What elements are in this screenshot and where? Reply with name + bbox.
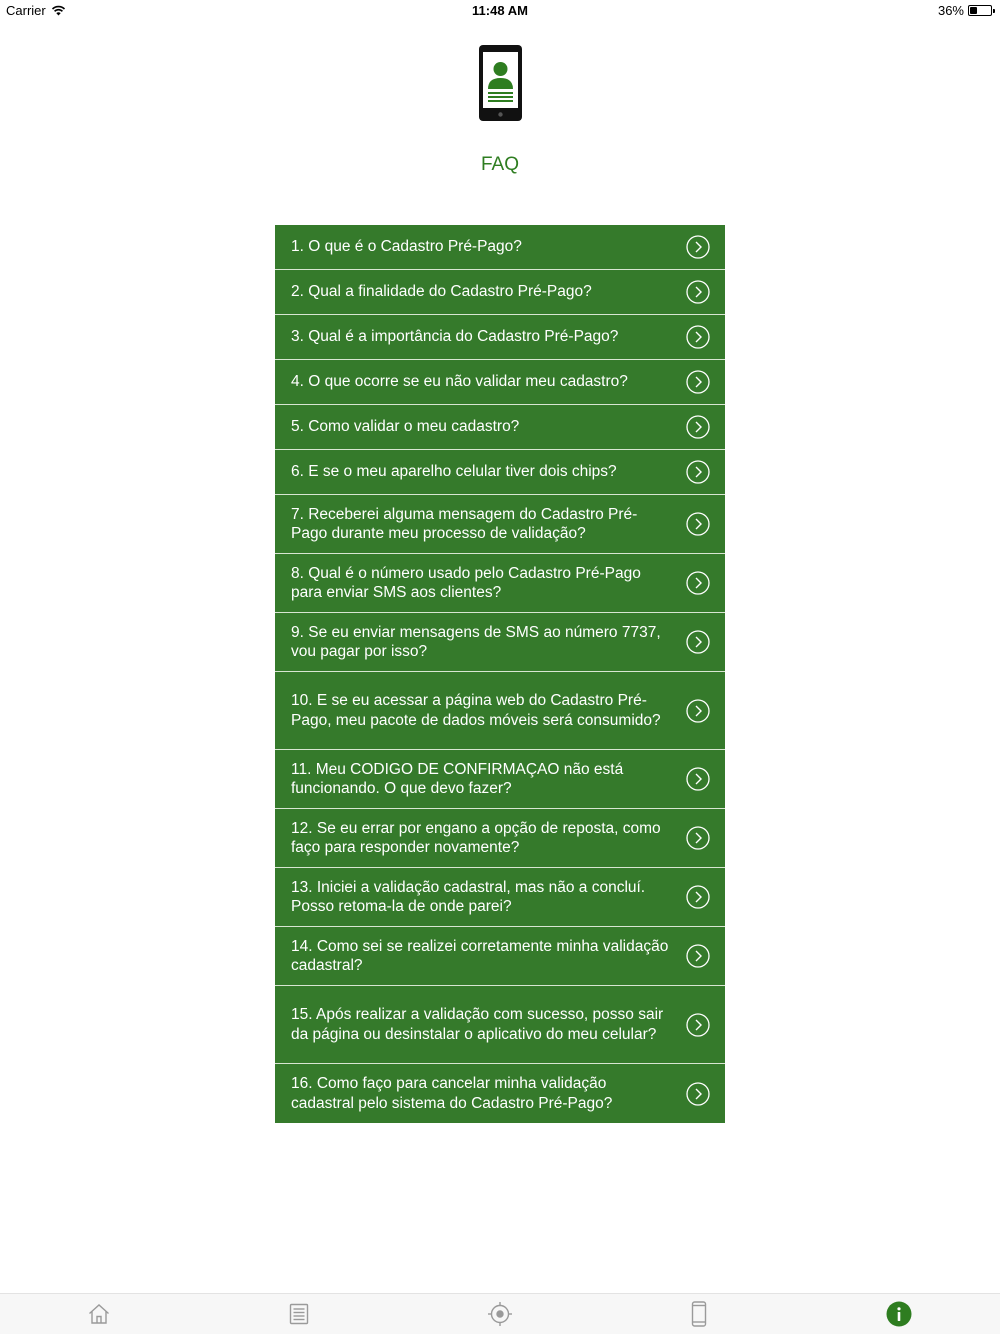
faq-question: 11. Meu CODIGO DE CONFIRMAÇAO não está funcionando. O que devo fazer? (291, 760, 624, 797)
chevron-circle-right-icon[interactable] (686, 325, 710, 349)
chevron-circle-right-icon[interactable] (686, 944, 710, 968)
tab-home[interactable] (86, 1301, 112, 1327)
faq-item[interactable] (275, 672, 725, 750)
chevron-circle-right-icon[interactable] (686, 767, 710, 791)
faq-item[interactable] (275, 225, 725, 270)
faq-question: 6. E se o meu aparelho celular tiver dois chips? (291, 463, 617, 481)
faq-question: 5. Como validar o meu cadastro? (291, 418, 520, 436)
tab-documents[interactable] (286, 1301, 312, 1327)
chevron-circle-right-icon[interactable] (686, 370, 710, 394)
status-time: 11:48 AM (472, 3, 528, 18)
faq-item[interactable] (275, 750, 725, 809)
chevron-circle-right-icon[interactable] (686, 630, 710, 654)
faq-item[interactable] (275, 1064, 725, 1123)
faq-item[interactable] (275, 270, 725, 315)
faq-question: 8. Qual é o número usado pelo Cadastro Pré-Pago para enviar SMS aos clientes? (291, 564, 641, 601)
faq-question: 7. Receberei alguma mensagem do Cadastro Pré-Pago durante meu processo de validação? (291, 505, 638, 542)
phone-user-icon (479, 45, 522, 121)
faq-item[interactable] (275, 360, 725, 405)
tab-info[interactable] (886, 1301, 912, 1327)
faq-item[interactable] (275, 613, 725, 672)
faq-question: 14. Como sei se realizei corretamente minha validação cadastral? (291, 937, 669, 974)
battery-percent: 36% (937, 3, 964, 18)
phone-icon (691, 1301, 707, 1327)
tab-device[interactable] (686, 1301, 712, 1327)
battery-icon (968, 5, 992, 16)
faq-item[interactable] (275, 868, 725, 927)
faq-question: 9. Se eu enviar mensagens de SMS ao número 7737, vou pagar por isso? (291, 623, 661, 660)
faq-question: 10. E se eu acessar a página web do Cadastro Pré-Pago, meu pacote de dados móveis será consumido? (291, 692, 661, 729)
faq-item[interactable] (275, 495, 725, 554)
faq-list (275, 225, 725, 1123)
document-icon (287, 1302, 311, 1326)
faq-item[interactable] (275, 405, 725, 450)
tab-bar (0, 1293, 1000, 1334)
info-icon (886, 1301, 912, 1327)
faq-question: 3. Qual é a importância do Cadastro Pré-Pago? (291, 328, 619, 346)
faq-item[interactable] (275, 927, 725, 986)
chevron-circle-right-icon[interactable] (686, 415, 710, 439)
chevron-circle-right-icon[interactable] (686, 1082, 710, 1106)
status-bar (0, 0, 1000, 22)
chevron-circle-right-icon[interactable] (686, 885, 710, 909)
faq-question: 16. Como faço para cancelar minha validação cadastral pelo sistema do Cadastro Pré-Pago? (291, 1075, 613, 1112)
chevron-circle-right-icon[interactable] (686, 512, 710, 536)
faq-question: 4. O que ocorre se eu não validar meu cadastro? (291, 373, 628, 391)
faq-item[interactable] (275, 315, 725, 360)
chevron-circle-right-icon[interactable] (686, 1013, 710, 1037)
tab-location[interactable] (487, 1301, 513, 1327)
chevron-circle-right-icon[interactable] (686, 826, 710, 850)
carrier-label: Carrier (6, 3, 46, 18)
page-title: FAQ (480, 154, 519, 175)
chevron-circle-right-icon[interactable] (686, 460, 710, 484)
faq-question: 15. Após realizar a validação com sucesso, posso sair da página ou desinstalar o aplicativo do meu celular? (291, 1006, 664, 1043)
faq-question: 1. O que é o Cadastro Pré-Pago? (291, 238, 522, 256)
chevron-circle-right-icon[interactable] (686, 280, 710, 304)
faq-item[interactable] (275, 450, 725, 495)
faq-question: 12. Se eu errar por engano a opção de reposta, como faço para responder novamente? (291, 819, 661, 856)
target-icon (487, 1301, 513, 1327)
battery-level (970, 7, 977, 14)
chevron-circle-right-icon[interactable] (686, 699, 710, 723)
home-icon (87, 1302, 111, 1326)
status-battery (938, 3, 992, 18)
faq-item[interactable] (275, 986, 725, 1064)
faq-item[interactable] (275, 554, 725, 613)
chevron-circle-right-icon[interactable] (686, 235, 710, 259)
faq-question: 2. Qual a finalidade do Cadastro Pré-Pago? (291, 283, 592, 301)
chevron-circle-right-icon[interactable] (686, 571, 710, 595)
faq-item[interactable] (275, 809, 725, 868)
faq-question: 13. Iniciei a validação cadastral, mas não a concluí. Posso retoma-la de onde parei? (291, 878, 646, 915)
